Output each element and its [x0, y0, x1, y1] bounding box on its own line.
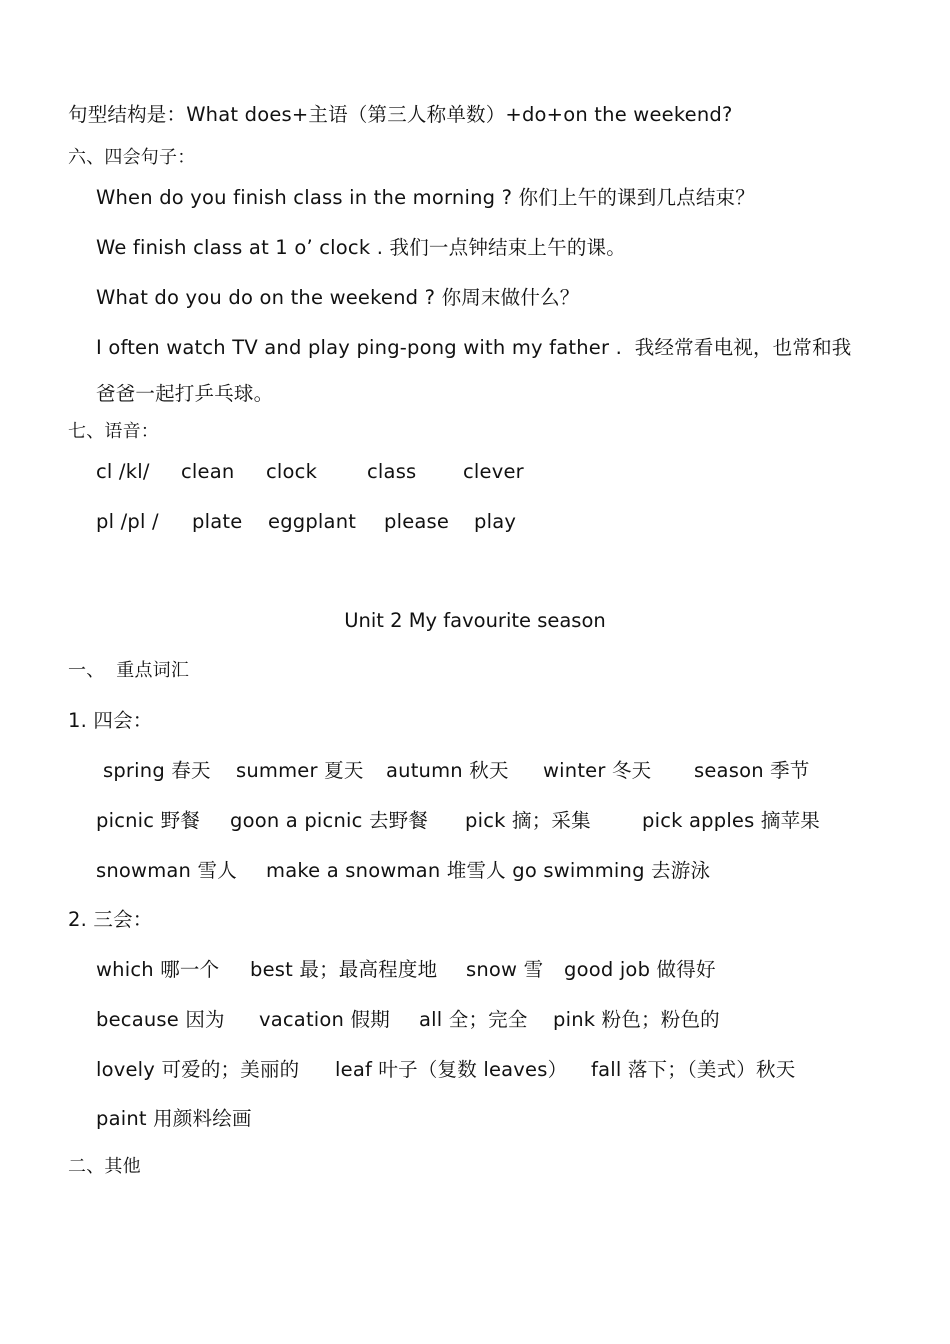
phonics-word: clock: [266, 460, 318, 483]
sentence-structure: 句型结构是：What does+主语（第三人称单数）+do+on the weekend?: [68, 103, 733, 126]
vocab-item: fall 落下；（美式）秋天: [591, 1058, 796, 1081]
vocab-item: vacation 假期: [259, 1008, 390, 1031]
vocab-item: spring 春天: [103, 759, 211, 782]
phonics-word: class: [367, 460, 417, 483]
sentence-1: When do you finish class in the morning ? 你们上午的课到几点结束？: [96, 186, 755, 209]
phonics-word: please: [384, 510, 450, 533]
section-6-heading: 六、四会句子：: [68, 147, 196, 168]
vocab-item: winter 冬天: [543, 759, 652, 782]
vocab-item: autumn 秋天: [386, 759, 509, 782]
vocab-item: snow 雪: [466, 958, 544, 981]
phonics-word: plate: [192, 510, 243, 533]
unit-title: Unit 2 My favourite season: [344, 609, 606, 632]
vocab-item: leaf 叶子（复数 leaves）: [335, 1058, 568, 1081]
sentence-3: What do you do on the weekend ? 你周末做什么？: [96, 286, 580, 309]
vocab-item: season 季节: [694, 759, 810, 782]
four-skills-heading: 1. 四会：: [68, 709, 153, 732]
section-7-heading: 七、语音：: [68, 421, 159, 442]
phonics-word: clever: [463, 460, 524, 483]
sentence-4-cont: 爸爸一起打乒乓球。: [96, 382, 274, 405]
vocab-item: lovely 可爱的；美丽的: [96, 1058, 300, 1081]
vocab-item: all 全；完全: [419, 1008, 528, 1031]
vocab-item: because 因为: [96, 1008, 225, 1031]
vocab-item: good job 做得好: [564, 958, 716, 981]
sentence-2: We finish class at 1 o’ clock . 我们一点钟结束上午的课。: [96, 236, 626, 259]
vocab-item: paint 用颜料绘画: [96, 1107, 252, 1130]
vocab-item: summer 夏天: [236, 759, 364, 782]
three-skills-heading: 2. 三会：: [68, 908, 153, 931]
vocab-item: pick apples 摘苹果: [642, 809, 820, 832]
vocab-item: which 哪一个: [96, 958, 220, 981]
vocab-item: snowman 雪人: [96, 859, 237, 882]
section-2-heading: 二、其他: [68, 1156, 141, 1177]
sentence-4: I often watch TV and play ping-pong with my father . 我经常看电视，也常和我: [96, 336, 852, 359]
phonics-label-pl: pl /pl /: [96, 510, 159, 533]
vocab-item: pink 粉色；粉色的: [553, 1008, 720, 1031]
phonics-word: play: [474, 510, 517, 533]
vocab-item: goon a picnic 去野餐: [230, 809, 429, 832]
vocab-item: pick 摘；采集: [465, 809, 591, 832]
phonics-word: clean: [181, 460, 235, 483]
phonics-label-cl: cl /kl/: [96, 460, 150, 483]
section-1-heading: 一、 重点词汇: [68, 660, 190, 681]
vocab-item: picnic 野餐: [96, 809, 201, 832]
vocab-item: best 最；最高程度地: [250, 958, 438, 981]
vocab-item: make a snowman 堆雪人 go swimming 去游泳: [266, 859, 711, 882]
phonics-word: eggplant: [268, 510, 357, 533]
